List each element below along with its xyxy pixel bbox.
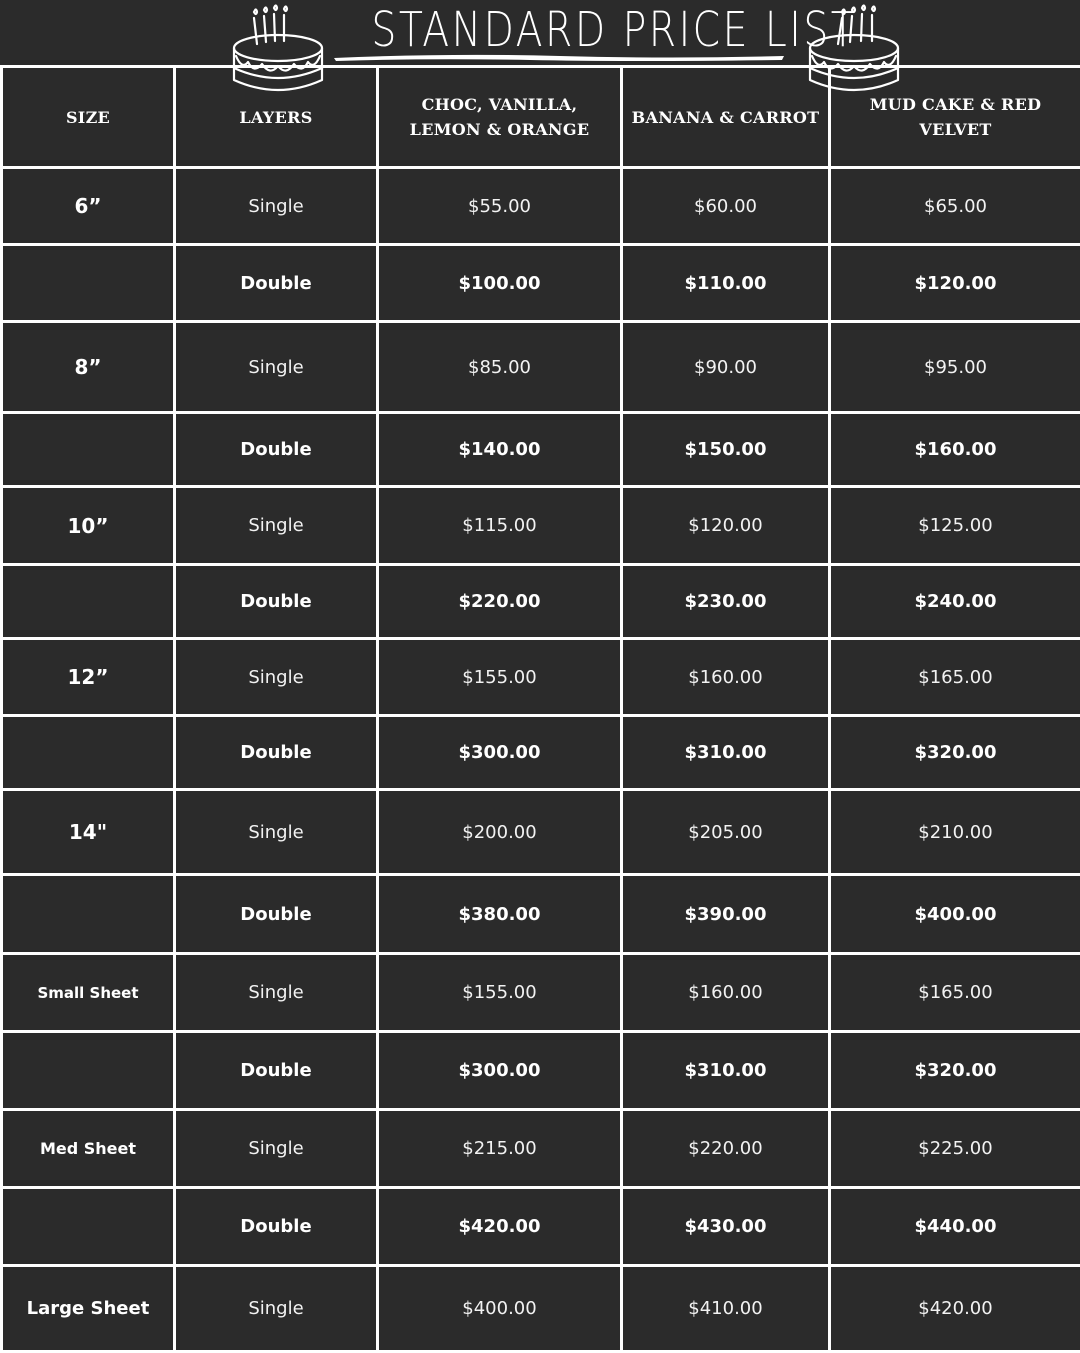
layers-cell: Double: [175, 716, 378, 790]
table-row: [2, 245, 1080, 322]
layers-cell: Single: [175, 168, 378, 245]
price-cell: $240.00: [830, 565, 1080, 639]
size-cell: [2, 565, 175, 639]
price-cell: $420.00: [378, 1188, 622, 1266]
size-cell: 10”: [2, 487, 175, 565]
price-cell: $90.00: [622, 322, 830, 413]
birthday-cake-icon: [228, 4, 328, 96]
price-cell: $155.00: [378, 639, 622, 716]
price-cell: $210.00: [830, 790, 1080, 875]
size-cell: Large Sheet: [2, 1266, 175, 1352]
table-row: [2, 322, 1080, 413]
table-row: [2, 639, 1080, 716]
size-cell: [2, 716, 175, 790]
layers-cell: Double: [175, 565, 378, 639]
price-cell: $115.00: [378, 487, 622, 565]
price-cell: $430.00: [622, 1188, 830, 1266]
table-row: [2, 413, 1080, 487]
price-cell: $160.00: [622, 954, 830, 1032]
layers-cell: Double: [175, 875, 378, 954]
price-cell: $100.00: [378, 245, 622, 322]
price-cell: $400.00: [378, 1266, 622, 1352]
size-cell: [2, 413, 175, 487]
layers-cell: Single: [175, 1110, 378, 1188]
price-cell: $95.00: [830, 322, 1080, 413]
price-cell: $55.00: [378, 168, 622, 245]
price-cell: $410.00: [622, 1266, 830, 1352]
price-cell: $60.00: [622, 168, 830, 245]
price-table: [0, 65, 1080, 1353]
table-row: [2, 875, 1080, 954]
price-cell: $220.00: [378, 565, 622, 639]
header-row: [2, 67, 1080, 168]
table-row: [2, 1266, 1080, 1352]
price-cell: $310.00: [622, 716, 830, 790]
price-cell: $65.00: [830, 168, 1080, 245]
size-cell: [2, 875, 175, 954]
table-row: [2, 716, 1080, 790]
price-cell: $110.00: [622, 245, 830, 322]
price-cell: $205.00: [622, 790, 830, 875]
table-row: [2, 487, 1080, 565]
price-cell: $140.00: [378, 413, 622, 487]
price-cell: $320.00: [830, 716, 1080, 790]
layers-cell: Double: [175, 245, 378, 322]
price-cell: $200.00: [378, 790, 622, 875]
table-row: [2, 1032, 1080, 1110]
price-cell: $120.00: [830, 245, 1080, 322]
title-underline: [330, 52, 788, 62]
price-cell: $220.00: [622, 1110, 830, 1188]
size-cell: Med Sheet: [2, 1110, 175, 1188]
layers-cell: Single: [175, 954, 378, 1032]
size-cell: 12”: [2, 639, 175, 716]
price-cell: $225.00: [830, 1110, 1080, 1188]
layers-cell: Single: [175, 487, 378, 565]
price-cell: $230.00: [622, 565, 830, 639]
size-cell: [2, 1188, 175, 1266]
price-cell: $380.00: [378, 875, 622, 954]
table-row: [2, 1110, 1080, 1188]
page-title: STANDARD PRICE LIST: [371, 2, 748, 58]
layers-cell: Single: [175, 1266, 378, 1352]
price-cell: $300.00: [378, 716, 622, 790]
layers-cell: Single: [175, 322, 378, 413]
price-cell: $165.00: [830, 954, 1080, 1032]
price-cell: $165.00: [830, 639, 1080, 716]
header-mud-cake-red-velvet: MUD CAKE & RED VELVET: [830, 67, 1080, 168]
table-row: [2, 790, 1080, 875]
price-cell: $390.00: [622, 875, 830, 954]
header-banana-carrot: BANANA & CARROT: [622, 67, 830, 168]
price-cell: $160.00: [830, 413, 1080, 487]
price-cell: $120.00: [622, 487, 830, 565]
size-cell: Small Sheet: [2, 954, 175, 1032]
table-row: [2, 168, 1080, 245]
price-cell: $155.00: [378, 954, 622, 1032]
layers-cell: Single: [175, 790, 378, 875]
size-cell: 6”: [2, 168, 175, 245]
price-cell: $400.00: [830, 875, 1080, 954]
header-layers: LAYERS: [175, 67, 378, 168]
size-cell: 14": [2, 790, 175, 875]
price-cell: $420.00: [830, 1266, 1080, 1352]
price-cell: $215.00: [378, 1110, 622, 1188]
table-row: [2, 1188, 1080, 1266]
layers-cell: Double: [175, 413, 378, 487]
price-cell: $310.00: [622, 1032, 830, 1110]
size-cell: [2, 245, 175, 322]
price-cell: $125.00: [830, 487, 1080, 565]
header-size: SIZE: [2, 67, 175, 168]
price-cell: $440.00: [830, 1188, 1080, 1266]
layers-cell: Double: [175, 1032, 378, 1110]
price-cell: $160.00: [622, 639, 830, 716]
birthday-cake-icon: [804, 4, 904, 96]
layers-cell: Double: [175, 1188, 378, 1266]
size-cell: [2, 1032, 175, 1110]
price-cell: $320.00: [830, 1032, 1080, 1110]
header-choc-vanilla-lemon-orange: CHOC, VANILLA, LEMON & ORANGE: [378, 67, 622, 168]
layers-cell: Single: [175, 639, 378, 716]
price-cell: $300.00: [378, 1032, 622, 1110]
table-row: [2, 954, 1080, 1032]
price-cell: $85.00: [378, 322, 622, 413]
title-bar: [0, 0, 1080, 66]
size-cell: 8”: [2, 322, 175, 413]
price-cell: $150.00: [622, 413, 830, 487]
table-row: [2, 565, 1080, 639]
